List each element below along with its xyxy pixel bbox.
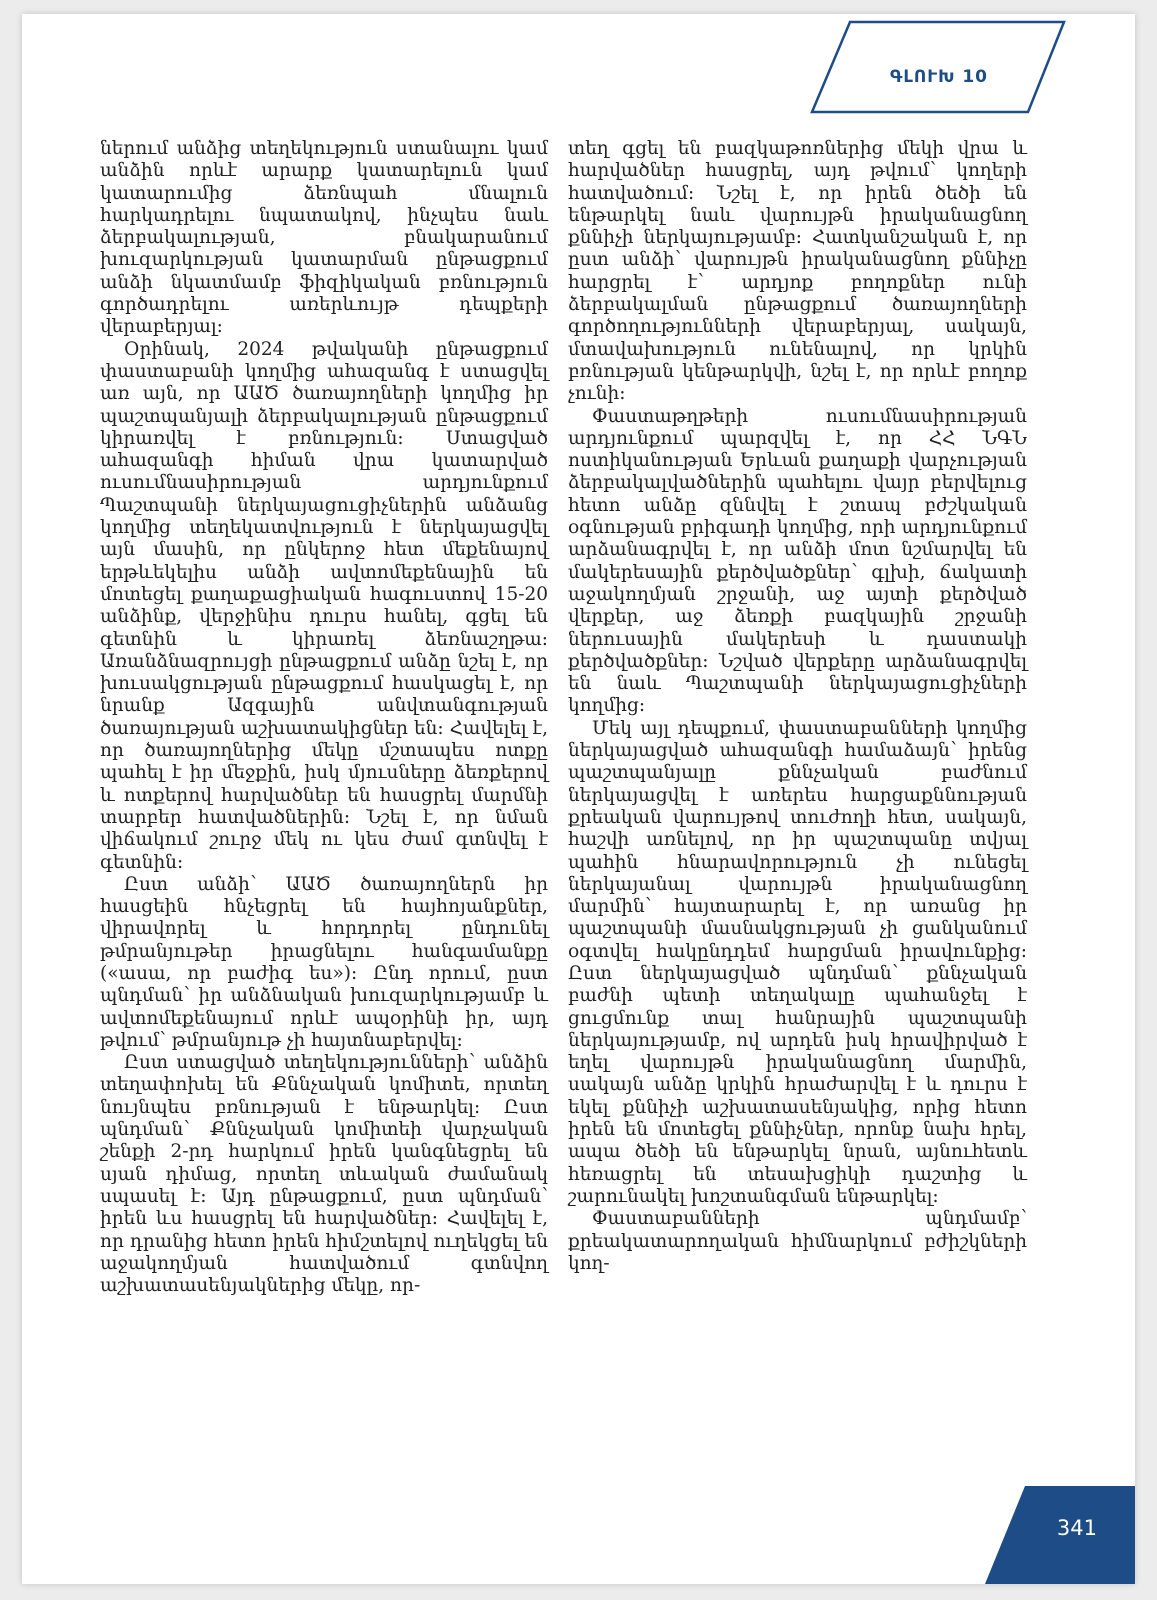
left-paragraph-1: ներում անձից տեղեկություն ստանալու կամ անձին որևէ արարք կատարելուն կամ կատարումից ձեռնպահ մնալուն հարկադրելու նպատակով, ինչպես նաև ձերբակալության, բնակարանում խուզարկության կատարման ընթացքում անձի նկատմամբ ֆիզիկական բռնություն գործադրելու առերևույթ դեպքերի վերաբերյալ: [100, 138, 548, 338]
left-paragraph-3: Ըստ անձի՝ ԱԱԾ ծառայողներն իր հասցեին հնչեցրել են հայհոյանքներ, վիրավորել և հորդորել ընդունել թմրանյութեր իրացնելու հանգամանքը («ասա, որ բաժիգ ես»): Ընդ որում, ըստ պնդման՝ իր անձնական խուզարկությամբ և ավտոմեքենայում որևէ ապօրինի իր, այդ թվում՝ թմրանյութ չի հայտնաբերվել: [100, 873, 548, 1051]
right-paragraph-4: Փաստաբանների պնդմամբ՝ քրեակատարողական հիմնարկում բժիշկների կող- [568, 1208, 1027, 1274]
right-paragraph-1: տեղ գցել են բազկաթոռներից մեկի վրա և հարվածներ հասցրել, այդ թվում՝ կողերի հատվածում: Նշել է, որ իրեն ծեծի են ենթարկել նաև վարույթն իրականացնող քննիչի ներկայությամբ: Հատկանշական է, որ ըստ անձի՝ վարույթն իրականացնող քննիչը հարցրել է՝ արդյոք բողոքներ ունի ձերբակալման ընթացքում ծառայողների գործողությունների վերաբերյալ, սակայն, մտավախություն ունենալով, որ կրկին բռնության կենթարկվի, նշել է, որ որևէ բողոք չունի: [568, 138, 1027, 405]
page-number-block [985, 1486, 1135, 1584]
right-paragraph-2: Փաստաթղթերի ուսումնասիրության արդյունքում պարզվել է, որ ՀՀ ՆԳՆ ոստիկանության Երևան քաղաքի վարչության ձերբակալվածներին պահելու վայր բերվելուց հետո անձը զննվել է շտապ բժշկական օգնության բրիգադի կողմից, որի արդյունքում արձանագրվել է, որ անձի մոտ նշմարվել են մակերեսային քերծվածքներ՝ գլխի, ճակատի աջակողմյան շրջանի, աջ այտի քերծված վերքեր, աջ ձեռքի բազկային շրջանի ներուսային մակերեսի և դաստակի քերծվածքներ: Նշված վերքերը արձանագրվել են նաև Պաշտպանի ներկայացուցիչների կողմից: [568, 405, 1027, 717]
left-paragraph-2: Օրինակ, 2024 թվականի ընթացքում փաստաբանի կողմից ահազանգ է ստացվել առ այն, որ ԱԱԾ ծառայողների կողմից իր պաշտպանյալի ձերբակալության ընթացքում կիրառվել է բռնություն: Ստացված ահազանգի հիման վրա կատարված ուսումնասիրության արդյունքում Պաշտպանի ներկայացուցիչներին անձանց կողմից տեղեկատվություն է ներկայացվել այն մասին, որ ընկերոջ հետ մեքենայով երթևեկելիս անձի ավտոմեքենային են մոտեցել քաղաքացիական հագուստով 15-20 անձինք, վերջինիս դուրս հանել, գցել են գետնին և կիրառել ձեռնաշղթա: Առանձնազրույցի ընթացքում անձը նշել է, որ խուսակցության ընթացքում հասկացել է, որ նրանք Ազգային անվտանգության ծառայության աշխատակիցներ են: Հավելել է, որ ծառայողներից մեկը մշտապես ոտքը պահել է իր մեջքին, իսկ մյուսները ձեռքերով և ոտքերով հարվածներ են հասցրել մարմնի տարբեր հատվածներին: Նշել է, որ նման վիճակում շուրջ մեկ ու կես ժամ գտնվել է գետնին: [100, 338, 548, 873]
page-number: 341 [1056, 1516, 1097, 1540]
chapter-label: ԳԼՈՒԽ 10 [890, 67, 988, 87]
left-column [100, 138, 548, 1297]
left-paragraph-4: Ըստ ստացված տեղեկությունների՝ անձին տեղափոխել են Քննչական կոմիտե, որտեղ նույնպես բռնության է ենթարկել: Ըստ պնդման՝ Քննչական կոմիտեի վարչական շենքի 2-րդ հարկում իրեն կանգնեցրել են սյան դիմաց, որտեղ տևական ժամանակ սպասել է: Այդ ընթացքում, ըստ պնդման՝ իրեն ևս հասցրել են հարվածներ: Հավելել է, որ դրանից հետո իրեն հիմշտելով ուղեկցել են աջակողմյան հատվածում գտնվող աշխատասենյակներից մեկը, որ- [100, 1052, 548, 1297]
right-column [568, 138, 1027, 1275]
document-page [22, 14, 1135, 1584]
right-paragraph-3: Մեկ այլ դեպքում, փաստաբանների կողմից ներկայացված ահազանգի համաձայն՝ իրենց պաշտպանյալը քննչական բաժնում ներկայացվել է առերես հարցաքննության քրեական վարույթով տուժողի հետ, սակայն, հաշվի առնելով, որ իր պաշտպանը տվյալ պահին հնարավորություն չի ունեցել ներկայանալ վարույթն իրականացնող մարմին՝ հայտարարել է, որ առանց իր պաշտպանի մասնակցության չի ցանկանում օգտվել հակընդդեմ հարցման իրավունքից: Ըստ ներկայացված պնդման՝ քննչական բաժնի պետի տեղակալը պահանջել է ցուցմունք տալ հանրային պաշտպանի ներկայությամբ, ով արդեն իսկ հրավիրված է եղել վարույթն իրականացնող մարմին, սակայն անձը կրկին հրաժարվել է և դուրս է եկել քննիչի աշխատասենյակից, որից հետո իրեն են մոտեցել քննիչներ, որոնք նախ հրել, ապա ծեծի են ենթարկել նրան, այնուհետև հեռացրել են տեսախցիկի դաշտից և շարունակել խոշտանգման ենթարկել: [568, 717, 1027, 1207]
